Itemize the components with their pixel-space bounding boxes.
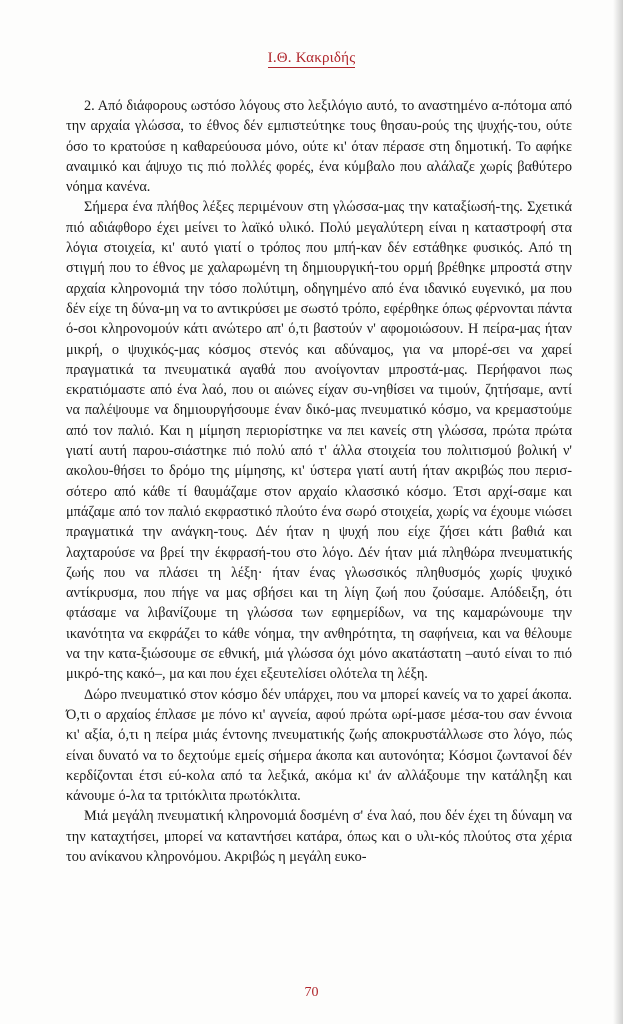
paragraph: Δώρο πνευματικό στον κόσμο δέν υπάρχει, που να μπορεί κανείς να το χαρεί άκοπα. Ό,τι ο αρχαίος έπλασε με πόνο κι' αγνεία, αφού πρώτα ωρί-μασε μέσα-του σαν έννοια κι' αξία, ό,τι η πείρα μιάς έντονης πνευματικής ζωής αποκρυστάλλωσε στο λόγο, πώς είναι δυνατό να το δεχτούμε εμείς σήμερα άκοπα και αυτονόητα; Κόσμοι ζωντανοί δέν κερδίζονται έτσι εύ-κολα από τα λεξικά, ακόμα κι' άν αλλάξουμε την κατάληξη και κάνουμε ό-λα τα τριτόκλιτα πρωτόκλιτα. <box>66 686 572 805</box>
running-header <box>0 50 623 67</box>
page-number: 70 <box>304 985 319 1000</box>
running-title: Ι.Θ. Κακριδής <box>267 50 356 66</box>
paragraph: Μιά μεγάλη πνευματική κληρονομιά δοσμένη σ' ένα λαό, που δέν έχει τη δύναμη να την καταχτήσει, μπορεί να καταντήσει κατάρα, όπως και ο υλι-κός πλούτος στα χέρια του ανίκανου κληρονόμου. Ακριβώς η μεγάλη ευκο- <box>66 808 572 865</box>
paragraph: 2. Από διάφορους ωστόσο λόγους στο λεξιλόγιο αυτό, το αναστημένο α-πότομα από την αρχαία γλώσσα, το έθνος δέν εμπιστεύτηκε τους θησαυ-ρούς της ψυχής-του, ούτε όσο το κρατούσε η καθαρεύουσα μόνο, ούτε κι' όταν πέρασε στη δημοτική. Το αφήκε αναιμικό και άψυχο τις πιό πολλές φορές, ένα κύμβαλο που αλάλαζε χωρίς βαθύτερο νόημα κανένα. <box>66 98 572 196</box>
page-edge-shadow <box>613 0 623 1024</box>
body-text <box>66 96 572 867</box>
paragraph: Σήμερα ένα πλήθος λέξες περιμένουν στη γλώσσα-μας την καταξίωσή-της. Σχετικά πιό αδιάφθορο έχει μείνει το λαϊκό υλικό. Πολύ μεγαλύτερη είναι η καταστροφή στα λόγια στοιχεία, κι' αυτό γιατί ο τρόπος που μπή-καν δέν εστάθηκε φυσικός. Από τη στιγμή που το έθνος με χαλαρωμένη τη δημιουργική-του ορμή βρέθηκε μπροστά στην αρχαία κληρονομιά την τόσο πολύτιμη, οδηγημένο από ένα ιδανικό ευγενικό, μα που δέν είχε τη δύνα-μη να το αντικρύσει με σωστό τρόπο, εφέρθηκε όπως φέρνονται πάντα ό-σοι κληρονομούν κάτι ανώτερο απ' ό,τι βαστούν ν' αφομοιώσουν. Η πείρα-μας ήταν μικρή, ο ψυχικός-μας κόσμος στενός και αδύναμος, για να μπορέ-σει να χαρεί πραγματικά τα πνευματικά αγαθά που ανοίγονταν μπροστά-μας. Περήφανοι πως εκρατιόμαστε από ένα λαό, που οι αιώνες είχαν συ-νηθίσει να τιμούν, ζητήσαμε, αντί να παλέψουμε να δημιουργήσουμε έναν δικό-μας πνευματικό κόσμο, να κρεμαστούμε από τον παλιό. Και η μίμηση περιορίστηκε να πει κανείς στη γλώσσα, πρώτα πρώτα γιατί αυτή παρου-σιάστηκε πιό πολύ από τ' άλλα στοιχεία του πολιτισμού βολική ν' ακολου-θήσει το δρόμο της μίμησης, κι' ύστερα γιατί αυτή ήταν ακριβώς που περισ-σότερο από κάθε τί θαυμάζαμε στον αρχαίο κλασσικό κόσμο. Έτσι αρχί-σαμε και μπάζαμε από τον παλιό εκφραστικό πλούτο ένα σωρό στοιχεία, χωρίς να έχουμε νιώσει πραγματικά την ανάγκη-τους. Δέν ήταν η ψυχή που είχε ζήσει κάτι βαθιά και λαχταρούσε να βρεί την έκφρασή-του στο λόγο. Δέν ήταν μιά πληθώρα πνευματικής ζωής που να πλάσει τη λέξη· ήταν ένας γλωσσικός πληθυσμός χωρίς ψυχικό αντίκρυσμα, που πήγε να μας σβήσει και τη λίγη ζωή που ζούσαμε. Απόδειξη, ότι φτάσαμε να λιβανίζουμε τη γλώσσα των εφημερίδων, να της καμαρώνουμε την ικανότητα να εκφράζει το κάθε νόημα, την ανθηρότητα, τη σαφήνεια, και να θέλουμε να την κατα-ξιώσουμε σε εθνική, μιά γλώσσα όχι μόνο ακατάστατη –αυτό είναι το πιό μικρό-της κακό–, μα και που έχει εξευτελίσει ολότελα τη λέξη. <box>66 199 572 683</box>
